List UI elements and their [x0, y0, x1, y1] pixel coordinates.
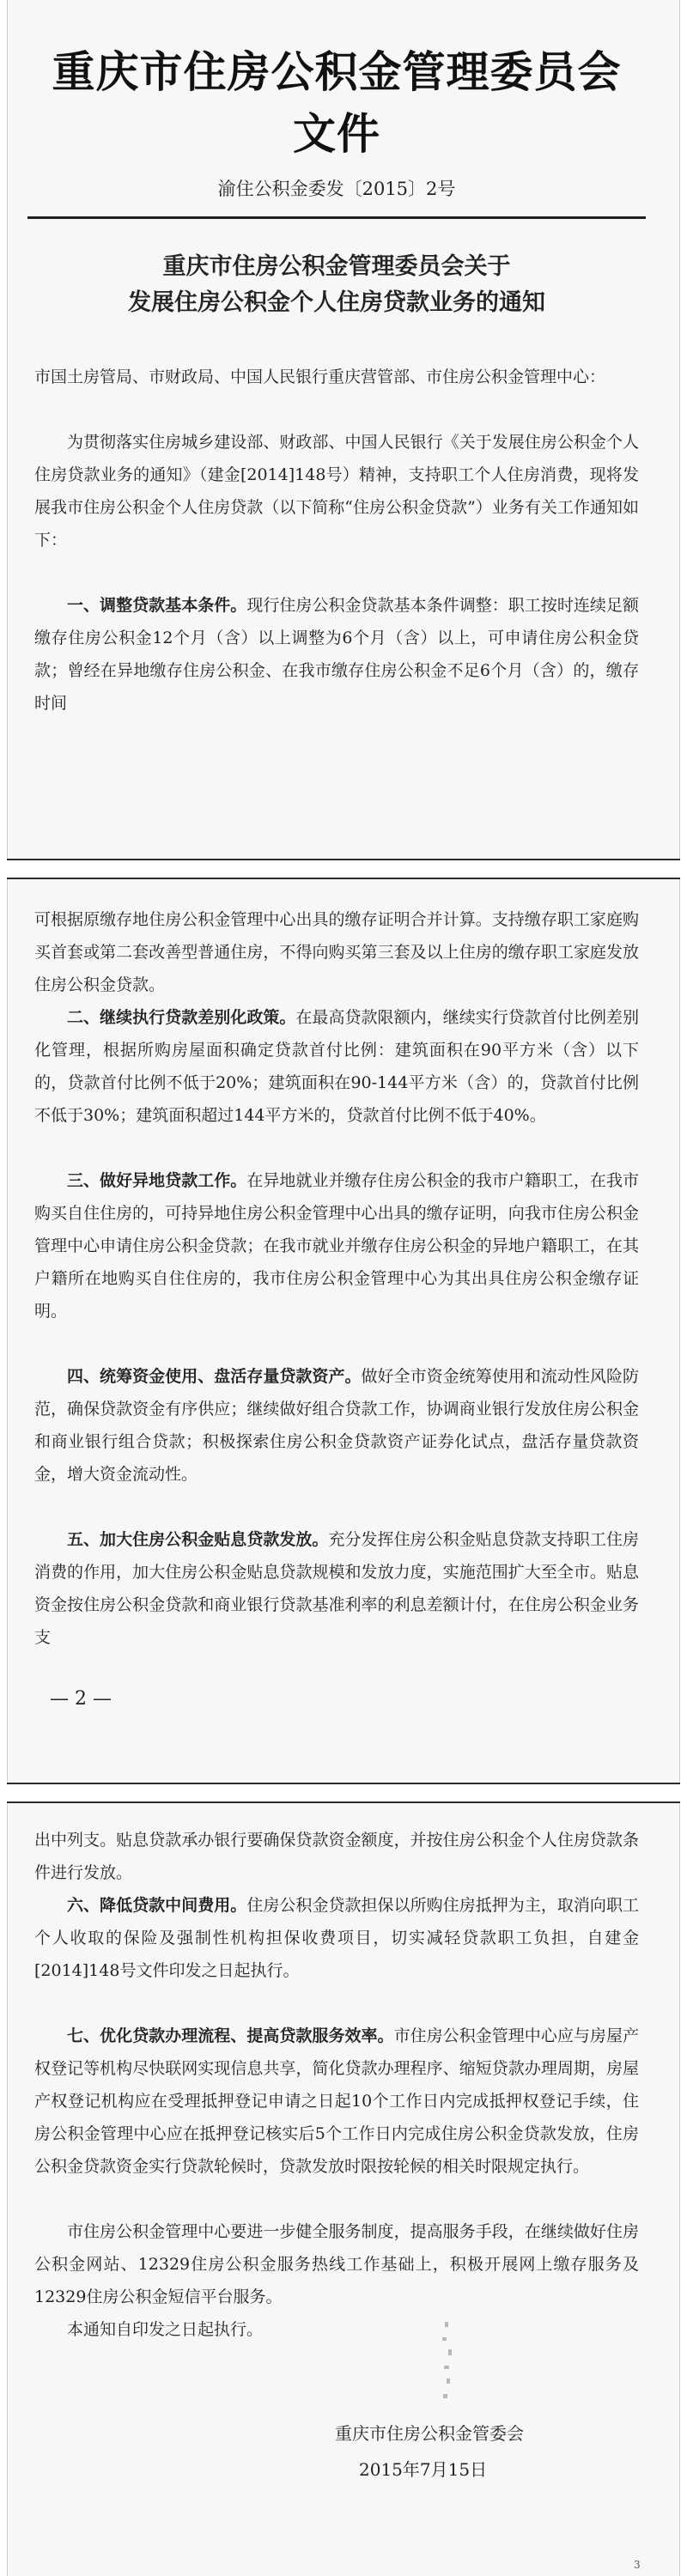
section-3-heading: 三、做好异地贷款工作。 — [67, 1171, 247, 1190]
section-2-heading: 二、继续执行贷款差别化政策。 — [67, 1008, 296, 1027]
service-paragraph: 市住房公积金管理中心要进一步健全服务制度，提高服务手段，在继续做好住房公积金网站、12329住房公积金服务热线工作基础上，积极开展网上缴存服务及12329住房公积金短信平台服务。 — [34, 2222, 639, 2306]
section-7-paragraph — [34, 2020, 639, 2183]
page-gap — [0, 1784, 687, 1801]
section-5-text: 充分发挥住房公积金贴息贷款支持职工住房消费的作用，加大住房公积金贴息贷款规模和发放力度，实施范围扩大至全市。贴息资金按住房公积金贷款和商业银行贷款基准利率的利息差额计付，在住房公积金业务支 — [34, 1530, 639, 1647]
section-3-text: 在异地就业并缴存住房公积金的我市户籍职工，在我市购买自住住房的，可持异地住房公积金管理中心出具的缴存证明，向我市住房公积金管理中心申请住房公积金贷款；在我市就业并缴存住房公积金的异地户籍职工，在其户籍所在地购买自住住房的，我市住房公积金管理中心为其出具住房公积金缴存证明。 — [34, 1171, 639, 1321]
section-6-heading: 六、降低贷款中间费用。 — [67, 1896, 247, 1915]
section-5-continuation: 出中列支。贴息贷款承办银行要确保贷款资金额度，并按住房公积金个人住房贷款条件进行发放。 — [34, 1831, 639, 1882]
section-1-text: 现行住房公积金贷款基本条件调整：职工按时连续足额缴存住房公积金12个月（含）以上调整为6个月（含）以上，可申请住房公积金贷款；曾经在异地缴存住房公积金、在我市缴存住房公积金不足6个月（含）的，缴存时间 — [34, 596, 639, 713]
page-edge — [7, 1801, 680, 1803]
notice-title-line: 发展住房公积金个人住房贷款业务的通知 — [128, 289, 545, 316]
document-number: 渝住公积金委发〔2015〕2号 — [217, 179, 456, 199]
signature-organization: 重庆市住房公积金管委会 — [335, 2423, 524, 2444]
notice-title — [34, 249, 639, 321]
section-7-heading: 七、优化贷款办理流程、提高贷款服务效率。 — [67, 2026, 394, 2045]
signature-date: 2015年7月15日 — [359, 2459, 488, 2480]
section-2-paragraph — [34, 1001, 639, 1132]
section-4-heading: 四、统筹资金使用、盘活存量贷款资产。 — [67, 1367, 362, 1386]
section-3-paragraph — [34, 1164, 639, 1327]
corner-page-mark: 3 — [634, 2559, 641, 2571]
section-7-text: 市住房公积金管理中心应与房屋产权登记等机构尽快联网实现信息共享，简化贷款办理程序、缩短贷款办理周期，房屋产权登记机构应在受理抵押登记申请之日起10个工作日内完成抵押权登记手续，住房公积金管理中心应在抵押登记核实后5个工作日内完成住房公积金贷款发放，住房公积金贷款资金实行贷款轮候时，贷款发放时限按轮候的相关时限规定执行。 — [34, 2026, 639, 2176]
section-4-text: 做好全市资金统筹使用和流动性风险防范，确保贷款资金有序供应；继续做好组合贷款工作，协调商业银行发放住房公积金和商业银行组合贷款；积极探索住房公积金贷款资产证券化试点，盘活存量贷款资金，增大资金流动性。 — [34, 1367, 639, 1484]
recipients-paragraph: 市国土房管局、市财政局、中国人民银行重庆营管部、市住房公积金管理中心： — [34, 368, 606, 386]
section-1-continuation: 可根据原缴存地住房公积金管理中心出具的缴存证明合并计算。支持缴存职工家庭购买首套或第二套改善型普通住房，不得向购买第三套及以上住房的缴存职工家庭发放住房公积金贷款。 — [34, 910, 639, 994]
section-6-paragraph — [34, 1889, 639, 1987]
document-header-title: 重庆市住房公积金管理委员会文件 — [52, 47, 622, 159]
page-edge — [7, 1783, 680, 1784]
closing-paragraph: 本通知自印发之日起执行。 — [67, 2320, 264, 2339]
header-rule — [27, 216, 646, 219]
section-6-text: 住房公积金贷款担保以所购住房抵押为主，取消向职工个人收取的保险及强制性机构担保收费项目，切实减轻贷款职工负担，自建金[2014]148号文件印发之日起执行。 — [34, 1896, 639, 1980]
section-5-paragraph — [34, 1523, 639, 1654]
section-2-text: 在最高贷款限额内，继续实行贷款首付比例差别化管理，根据所购房屋面积确定贷款首付比例：建筑面积在90平方米（含）以下的，贷款首付比例不低于20%；建筑面积在90-144平方米（含）的，贷款首付比例不低于30%；建筑面积超过144平方米的，贷款首付比例不低于40%。 — [34, 1008, 639, 1125]
section-1-heading: 一、调整贷款基本条件。 — [67, 596, 247, 615]
section-4-paragraph — [34, 1360, 639, 1491]
intro-paragraph: 为贯彻落实住房城乡建设部、财政部、中国人民银行《关于发展住房公积金个人住房贷款业务的通知》（建金[2014]148号）精神，支持职工个人住房消费，现将发展我市住房公积金个人住房贷款（以下简称“住房公积金贷款”）业务有关工作通知如下： — [34, 433, 639, 550]
page-number: — 2 — — [50, 1688, 112, 1710]
page-gap — [0, 860, 687, 878]
page-edge — [7, 878, 680, 879]
section-1-paragraph — [34, 589, 639, 720]
section-5-heading: 五、加大住房公积金贴息贷款发放。 — [67, 1530, 329, 1549]
faint-stamp-icon — [435, 2318, 460, 2413]
page-edge — [7, 859, 680, 860]
notice-title-line: 重庆市住房公积金管理委员会关于 — [162, 253, 511, 280]
